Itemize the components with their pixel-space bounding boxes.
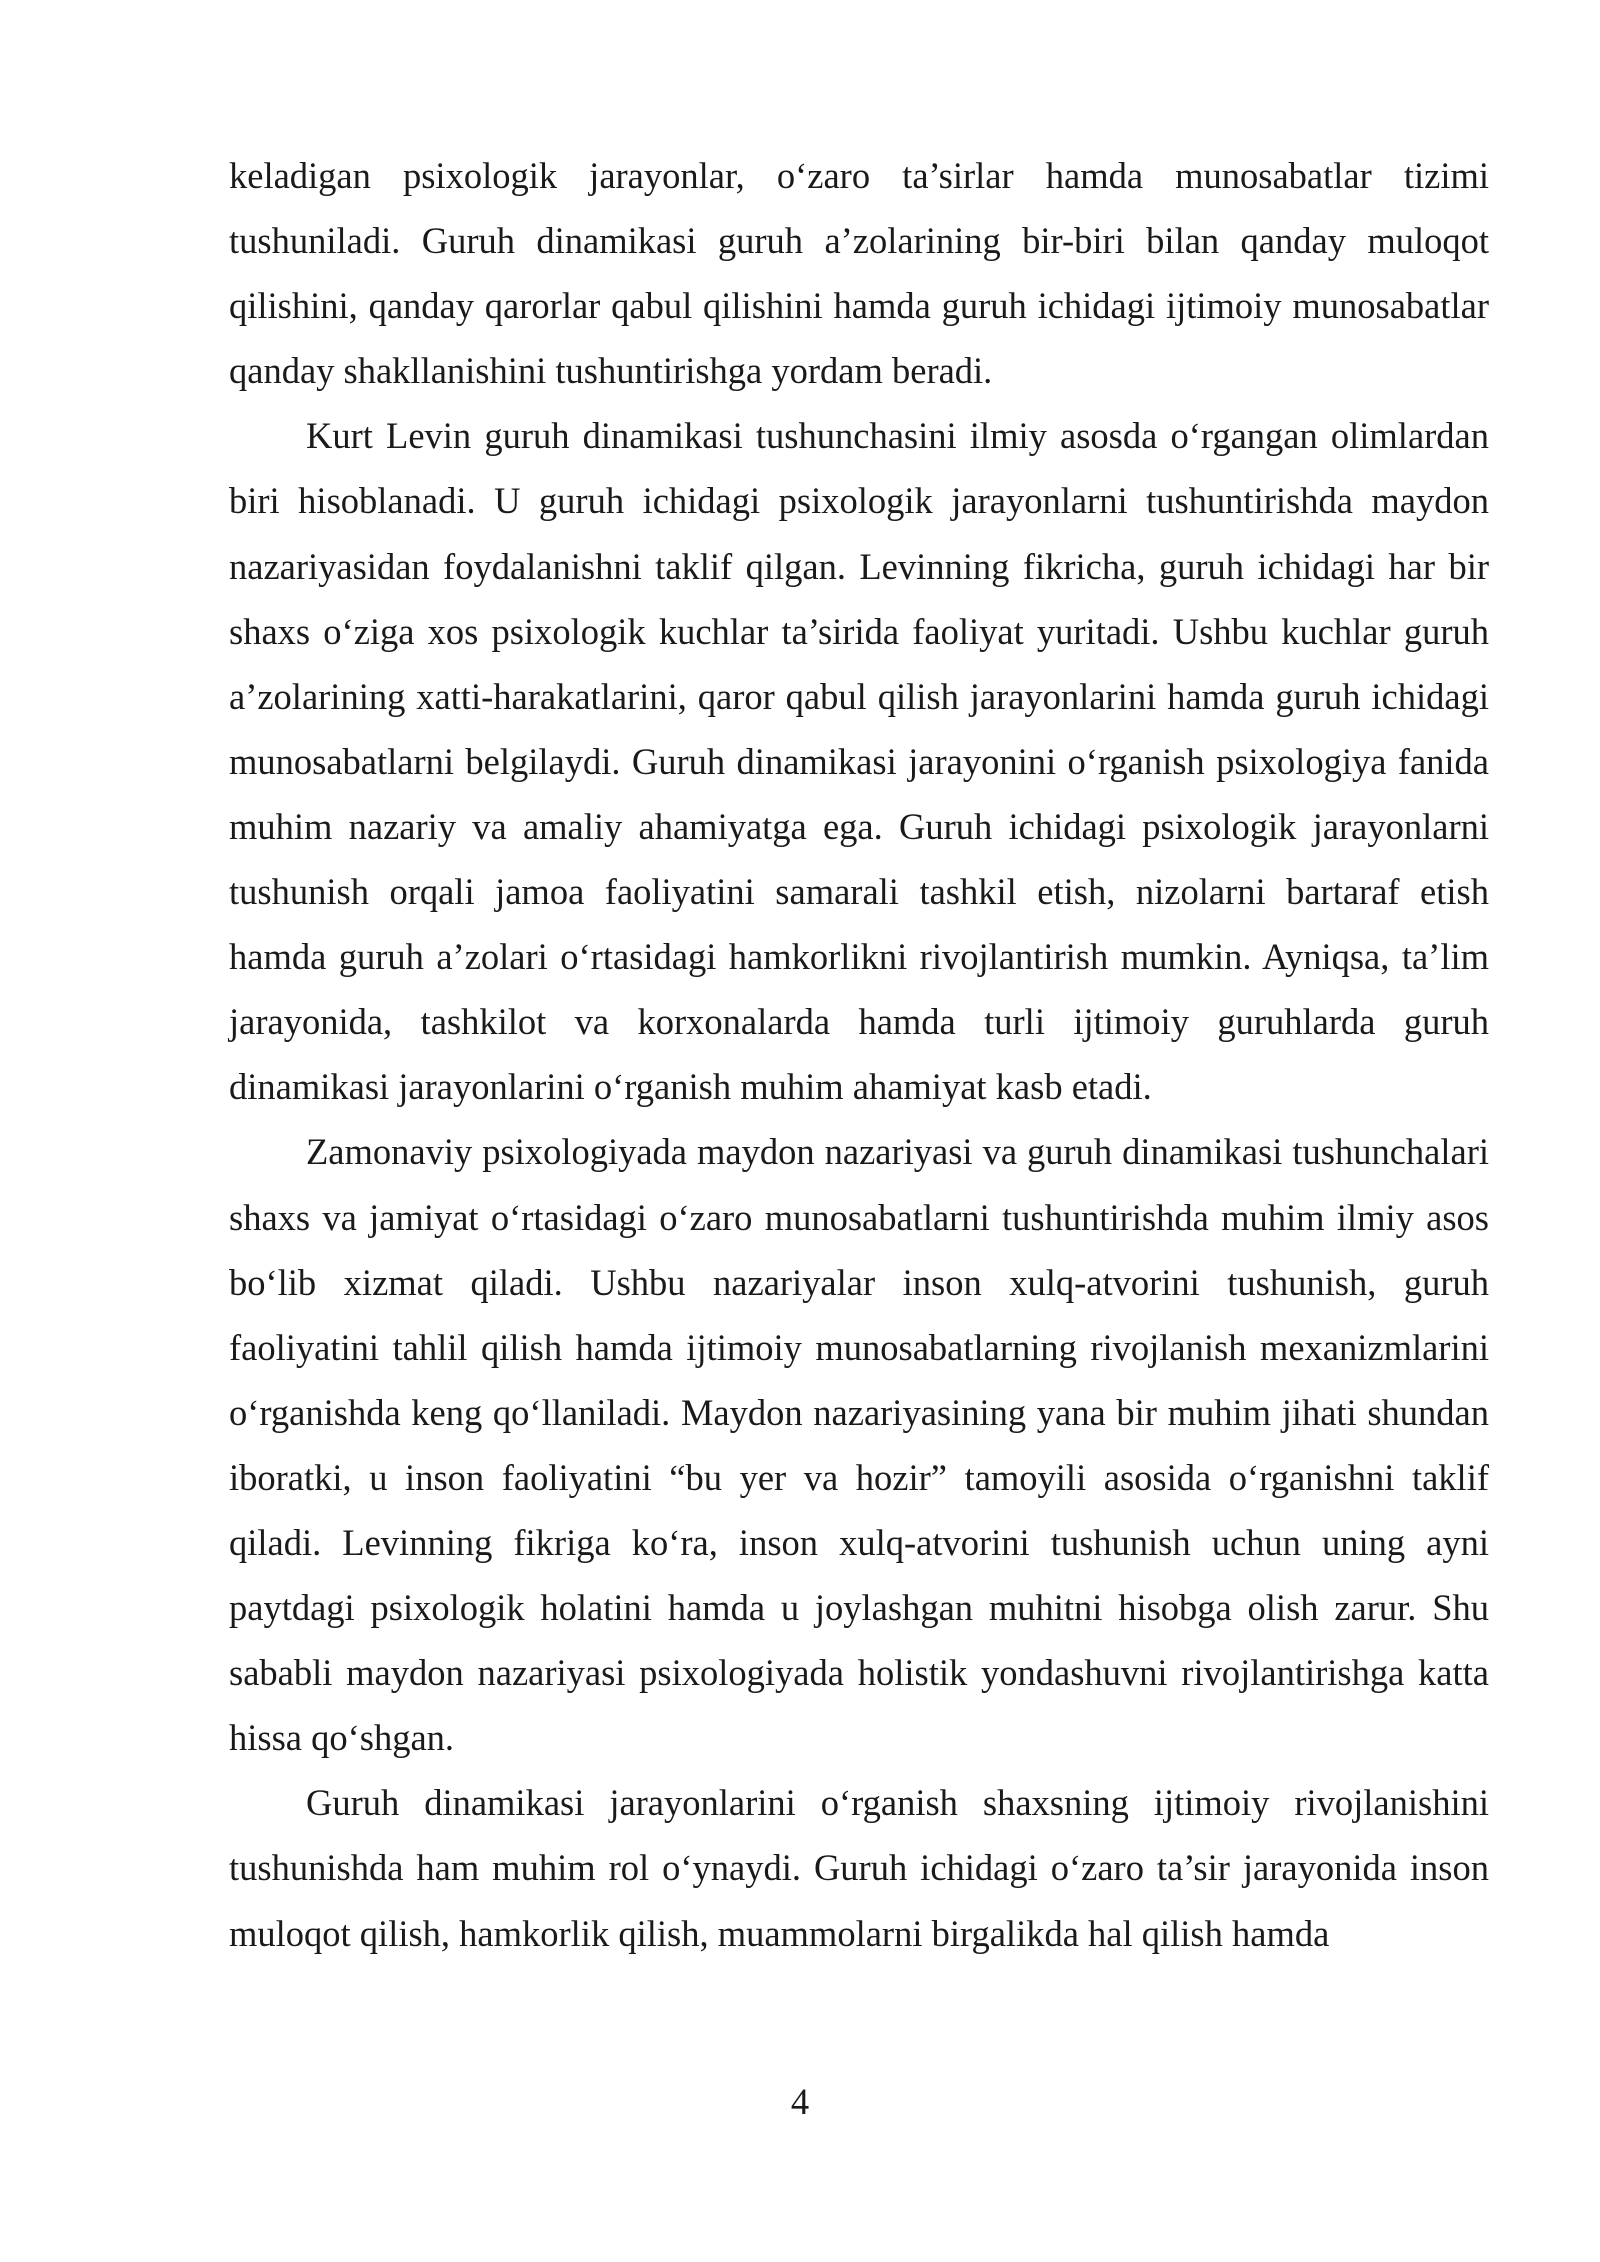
paragraph-4: Guruh dinamikasi jarayonlarini o‘rganish shaxsning ijtimoiy rivojlanishini tushunishda ham muhim rol o‘ynaydi. Guruh ichidagi o‘zaro ta’sir jarayonida inson muloqot qilish, hamkorlik qilish, muammolarni birgalikda hal qilish hamda	[229, 1782, 1489, 1954]
body-text	[229, 143, 1489, 1966]
paragraph-2: Kurt Levin guruh dinamikasi tushunchasini ilmiy asosda o‘rgangan olimlardan biri hisoblanadi. U guruh ichidagi psixologik jarayonlarni tushuntirishda maydon nazariyasidan foydalanishni taklif qilgan. Levinning fikricha, guruh ichidagi har bir shaxs o‘ziga xos psixologik kuchlar ta’sirida faoliyat yuritadi. Ushbu kuchlar guruh a’zolarining xatti-harakatlarini, qaror qabul qilish jarayonlarini hamda guruh ichidagi munosabatlarni belgilaydi. Guruh dinamikasi jarayonini o‘rganish psixologiya fanida muhim nazariy va amaliy ahamiyatga ega. Guruh ichidagi psixologik jarayonlarni tushunish orqali jamoa faoliyatini samarali tashkil etish, nizolarni bartaraf etish hamda guruh a’zolari o‘rtasidagi hamkorlikni rivojlantirish mumkin. Ayniqsa, ta’lim jarayonida, tashkilot va korxonalarda hamda turli ijtimoiy guruhlarda guruh dinamikasi jarayonlarini o‘rganish muhim ahamiyat kasb etadi.	[229, 415, 1489, 1108]
page-number: 4	[790, 2081, 810, 2122]
paragraph-1: keladigan psixologik jarayonlar, o‘zaro ta’sirlar hamda munosabatlar tizimi tushuniladi. Guruh dinamikasi guruh a’zolarining bir-biri bilan qanday muloqot qilishini, qanday qarorlar qabul qilishini hamda guruh ichidagi ijtimoiy munosabatlar qanday shakllanishini tushuntirishga yordam beradi.	[229, 155, 1489, 392]
paragraph-3: Zamonaviy psixologiyada maydon nazariyasi va guruh dinamikasi tushunchalari shaxs va jamiyat o‘rtasidagi o‘zaro munosabatlarni tushuntirishda muhim ilmiy asos bo‘lib xizmat qiladi. Ushbu nazariyalar inson xulq-atvorini tushunish, guruh faoliyatini tahlil qilish hamda ijtimoiy munosabatlarning rivojlanish mexanizmlarini o‘rganishda keng qo‘llaniladi. Maydon nazariyasining yana bir muhim jihati shundan iboratki, u inson faoliyatini “bu yer va hozir” tamoyili asosida o‘rganishni taklif qiladi. Levinning fikriga ko‘ra, inson xulq-atvorini tushunish uchun uning ayni paytdagi psixologik holatini hamda u joylashgan muhitni hisobga olish zarur. Shu sababli maydon nazariyasi psixologiyada holistik yondashuvni rivojlantirishga katta hissa qo‘shgan.	[229, 1131, 1489, 1759]
